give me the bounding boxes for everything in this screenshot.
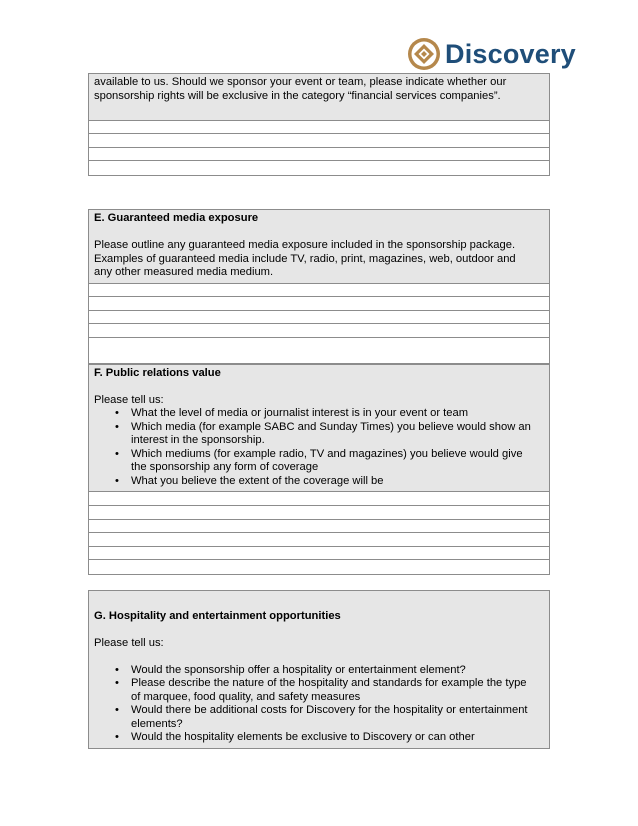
bullet-item: • Would the hospitality elements be exclusive to Discovery or can other — [94, 731, 544, 745]
answer-line[interactable] — [89, 533, 549, 547]
bullet-item: • Which media (for example SABC and Sunday Times) you believe would show an interest in the sponsorship. — [94, 421, 544, 448]
section-e-title: E. Guaranteed media exposure — [94, 212, 259, 224]
answer-line[interactable] — [89, 520, 549, 534]
section-f-intro: Please tell us: — [94, 393, 164, 406]
bullet-item: • What the level of media or journalist interest is in your event or team — [94, 407, 544, 421]
answer-line[interactable] — [89, 324, 549, 338]
section-g-intro: Please tell us: — [94, 636, 164, 649]
answer-line[interactable] — [89, 284, 549, 298]
section-g-header — [89, 591, 549, 748]
section-f-title: F. Public relations value — [94, 366, 221, 379]
section-d-box — [88, 73, 550, 176]
bullet-item: • Would there be additional costs for Discovery for the hospitality or entertainment elements? — [94, 704, 544, 731]
answer-line[interactable] — [89, 506, 549, 520]
answer-line[interactable] — [89, 148, 549, 162]
answer-line[interactable] — [89, 547, 549, 561]
section-g-title: G. Hospitality and entertainment opportunities — [94, 609, 341, 622]
discovery-diamond-icon — [407, 37, 441, 71]
section-d-text-line: sponsorship rights will be exclusive in the category “financial services companies”. — [94, 89, 501, 102]
section-e-body-line: any other measured media medium. — [94, 266, 274, 278]
section-g-box — [88, 590, 550, 749]
section-e-header — [89, 210, 549, 284]
bullet-item: • Which mediums (for example radio, TV and magazines) you believe would give the sponsorship any form of coverage — [94, 448, 544, 475]
section-d-header — [89, 74, 549, 121]
section-e-body-line: Please outline any guaranteed media exposure included in the sponsorship package. — [94, 239, 516, 251]
answer-line[interactable] — [89, 134, 549, 148]
bullet-item: • Please describe the nature of the hospitality and standards for example the type of marquee, food quality, and safety measures — [94, 677, 544, 704]
section-f-bullet-list — [94, 407, 544, 488]
section-f-header — [89, 364, 549, 493]
section-e-f-box — [88, 209, 550, 575]
answer-line[interactable] — [89, 338, 549, 364]
answer-line[interactable] — [89, 311, 549, 325]
answer-line[interactable] — [89, 161, 549, 175]
section-g-bullet-list — [94, 664, 544, 745]
section-d-text-line: available to us. Should we sponsor your event or team, please indicate whether our — [94, 76, 507, 88]
answer-line[interactable] — [89, 297, 549, 311]
discovery-logo — [407, 37, 576, 71]
answer-line[interactable] — [89, 121, 549, 135]
logo-wordmark: Discovery — [445, 38, 576, 69]
section-e-body-line: Examples of guaranteed media include TV, radio, print, magazines, web, outdoor and — [94, 252, 516, 265]
bullet-item: • Would the sponsorship offer a hospitality or entertainment element? — [94, 664, 544, 678]
bullet-item: • What you believe the extent of the coverage will be — [94, 475, 544, 489]
answer-line[interactable] — [89, 492, 549, 506]
answer-line[interactable] — [89, 560, 549, 574]
